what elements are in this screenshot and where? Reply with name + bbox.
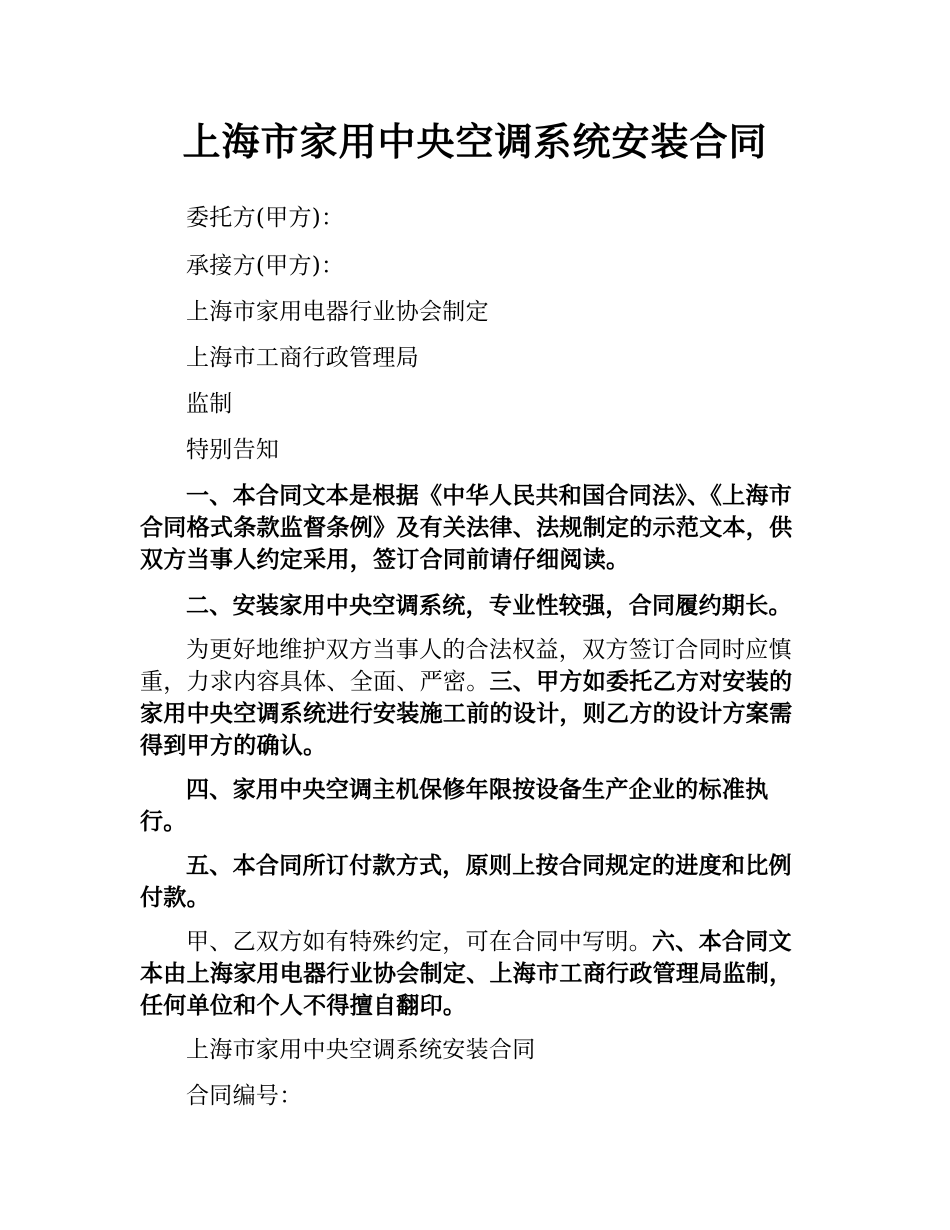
- clause-1: 一、本合同文本是根据《中华人民共和国合同法》、《上海市合同格式条款监督条例》及有关法律、法规制定的示范文本，供双方当事人约定采用，签订合同前请仔细阅读。: [140, 483, 793, 573]
- clause-4: 四、家用中央空调主机保修年限按设备生产企业的标准执行。: [140, 777, 769, 835]
- repeat-title-line: 上海市家用中央空调系统安装合同: [186, 1037, 536, 1063]
- contract-number-line: 合同编号：: [186, 1083, 303, 1109]
- notice-heading: 特别告知: [186, 437, 280, 463]
- clause-3-intro: 为更好地维护双方当事人的合法权益，双方签订合同时应慎重，力求内容具体、全面、严密。: [140, 637, 792, 695]
- supervise-line: 监制: [186, 391, 233, 417]
- drafted-by-line: 上海市家用电器行业协会制定: [186, 299, 489, 325]
- document-title: 上海市家用中央空调系统安装合同: [182, 120, 768, 164]
- supervisor-line: 上海市工商行政管理局: [186, 345, 419, 371]
- clause-6-intro: 甲、乙双方如有特殊约定，可在合同中写明。: [186, 929, 652, 955]
- contractor-line: 承接方(甲方)：: [186, 253, 345, 279]
- clause-2: 二、安装家用中央空调系统，专业性较强，合同履约期长。: [186, 593, 792, 619]
- client-line: 委托方(甲方)：: [186, 205, 345, 231]
- clause-3: [140, 634, 815, 762]
- clause-5: 五、本合同所订付款方式，原则上按合同规定的进度和比例付款。: [140, 853, 792, 911]
- clause-6-body: 六、本合同文本由上海家用电器行业协会制定、上海市工商行政管理局监制，任何单位和个人不得擅自翻印。: [140, 929, 793, 1019]
- clause-6: [140, 926, 815, 1022]
- clause-3-body: 三、甲方如委托乙方对安装的家用中央空调系统进行安装施工前的设计，则乙方的设计方案需得到甲方的确认。: [140, 669, 793, 759]
